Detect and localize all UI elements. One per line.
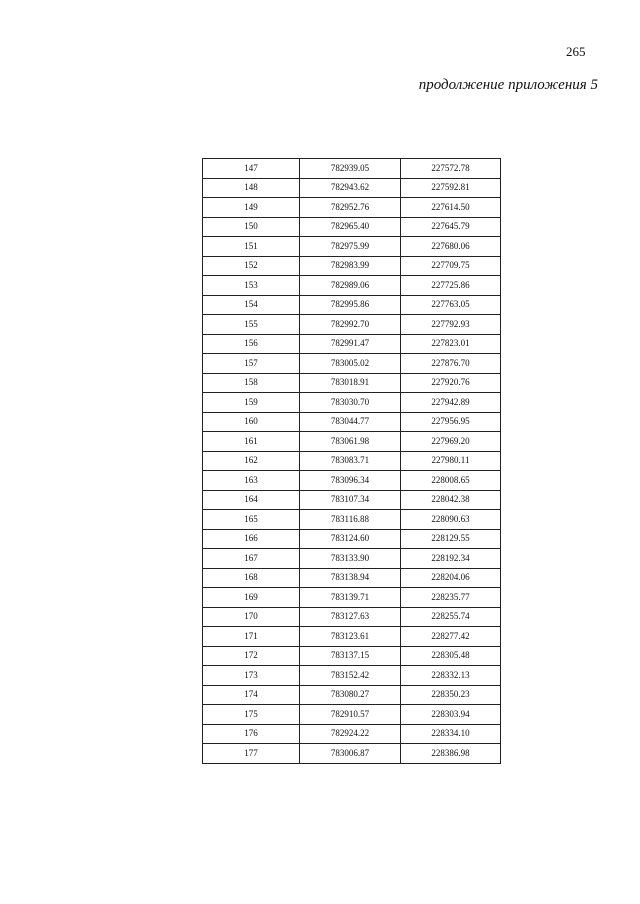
point-number-cell: 147 — [203, 159, 300, 179]
x-coordinate-cell: 783127.63 — [300, 607, 401, 627]
y-coordinate-cell: 228204.06 — [401, 568, 501, 588]
x-coordinate-cell: 783005.02 — [300, 354, 401, 374]
x-coordinate-cell: 782924.22 — [300, 724, 401, 744]
y-coordinate-cell: 227956.95 — [401, 412, 501, 432]
point-number-cell: 159 — [203, 393, 300, 413]
table-row — [203, 198, 501, 218]
x-coordinate-cell: 783080.27 — [300, 685, 401, 705]
y-coordinate-cell: 227876.70 — [401, 354, 501, 374]
x-coordinate-cell: 782995.86 — [300, 295, 401, 315]
y-coordinate-cell: 228192.34 — [401, 549, 501, 569]
table-row — [203, 471, 501, 491]
y-coordinate-cell: 227709.75 — [401, 256, 501, 276]
point-number-cell: 176 — [203, 724, 300, 744]
y-coordinate-cell: 227614.50 — [401, 198, 501, 218]
point-number-cell: 168 — [203, 568, 300, 588]
point-number-cell: 160 — [203, 412, 300, 432]
y-coordinate-cell: 228235.77 — [401, 588, 501, 608]
x-coordinate-cell: 783044.77 — [300, 412, 401, 432]
point-number-cell: 149 — [203, 198, 300, 218]
point-number-cell: 152 — [203, 256, 300, 276]
point-number-cell: 163 — [203, 471, 300, 491]
coordinates-table — [202, 158, 501, 764]
point-number-cell: 171 — [203, 627, 300, 647]
table-row — [203, 237, 501, 257]
point-number-cell: 172 — [203, 646, 300, 666]
point-number-cell: 155 — [203, 315, 300, 335]
table-row — [203, 178, 501, 198]
x-coordinate-cell: 782989.06 — [300, 276, 401, 296]
y-coordinate-cell: 227792.93 — [401, 315, 501, 335]
table-row — [203, 315, 501, 335]
x-coordinate-cell: 783124.60 — [300, 529, 401, 549]
x-coordinate-cell: 783083.71 — [300, 451, 401, 471]
table-row — [203, 373, 501, 393]
y-coordinate-cell: 228277.42 — [401, 627, 501, 647]
point-number-cell: 169 — [203, 588, 300, 608]
x-coordinate-cell: 783018.91 — [300, 373, 401, 393]
point-number-cell: 170 — [203, 607, 300, 627]
table-row — [203, 412, 501, 432]
x-coordinate-cell: 783152.42 — [300, 666, 401, 686]
table-row — [203, 705, 501, 725]
table-row — [203, 627, 501, 647]
y-coordinate-cell: 228129.55 — [401, 529, 501, 549]
y-coordinate-cell: 228303.94 — [401, 705, 501, 725]
y-coordinate-cell: 227592.81 — [401, 178, 501, 198]
x-coordinate-cell: 782975.99 — [300, 237, 401, 257]
x-coordinate-cell: 782965.40 — [300, 217, 401, 237]
point-number-cell: 161 — [203, 432, 300, 452]
point-number-cell: 151 — [203, 237, 300, 257]
table-row — [203, 549, 501, 569]
x-coordinate-cell: 782991.47 — [300, 334, 401, 354]
y-coordinate-cell: 228332.13 — [401, 666, 501, 686]
x-coordinate-cell: 782910.57 — [300, 705, 401, 725]
y-coordinate-cell: 227942.89 — [401, 393, 501, 413]
x-coordinate-cell: 783006.87 — [300, 744, 401, 764]
y-coordinate-cell: 228042.38 — [401, 490, 501, 510]
point-number-cell: 156 — [203, 334, 300, 354]
table-row — [203, 159, 501, 179]
table-row — [203, 685, 501, 705]
table-row — [203, 276, 501, 296]
x-coordinate-cell: 782952.76 — [300, 198, 401, 218]
point-number-cell: 158 — [203, 373, 300, 393]
x-coordinate-cell: 782943.62 — [300, 178, 401, 198]
table-row — [203, 432, 501, 452]
point-number-cell: 164 — [203, 490, 300, 510]
table-row — [203, 256, 501, 276]
y-coordinate-cell: 227725.86 — [401, 276, 501, 296]
x-coordinate-cell: 783096.34 — [300, 471, 401, 491]
table-row — [203, 646, 501, 666]
point-number-cell: 167 — [203, 549, 300, 569]
table-row — [203, 510, 501, 530]
table-row — [203, 490, 501, 510]
y-coordinate-cell: 228386.98 — [401, 744, 501, 764]
x-coordinate-cell: 782983.99 — [300, 256, 401, 276]
table-row — [203, 607, 501, 627]
table-row — [203, 744, 501, 764]
appendix-continuation-title: продолжение приложения 5 — [418, 77, 598, 93]
x-coordinate-cell: 782939.05 — [300, 159, 401, 179]
x-coordinate-cell: 783133.90 — [300, 549, 401, 569]
x-coordinate-cell: 783139.71 — [300, 588, 401, 608]
table-row — [203, 451, 501, 471]
y-coordinate-cell: 227645.79 — [401, 217, 501, 237]
point-number-cell: 153 — [203, 276, 300, 296]
table-row — [203, 588, 501, 608]
x-coordinate-cell: 783123.61 — [300, 627, 401, 647]
point-number-cell: 148 — [203, 178, 300, 198]
point-number-cell: 166 — [203, 529, 300, 549]
point-number-cell: 174 — [203, 685, 300, 705]
y-coordinate-cell: 227823.01 — [401, 334, 501, 354]
y-coordinate-cell: 227980.11 — [401, 451, 501, 471]
table-row — [203, 334, 501, 354]
table-row — [203, 568, 501, 588]
table-row — [203, 393, 501, 413]
point-number-cell: 175 — [203, 705, 300, 725]
table-row — [203, 666, 501, 686]
table-row — [203, 295, 501, 315]
x-coordinate-cell: 783030.70 — [300, 393, 401, 413]
y-coordinate-cell: 228350.23 — [401, 685, 501, 705]
point-number-cell: 177 — [203, 744, 300, 764]
table-row — [203, 217, 501, 237]
x-coordinate-cell: 783116.88 — [300, 510, 401, 530]
y-coordinate-cell: 227572.78 — [401, 159, 501, 179]
y-coordinate-cell: 228305.48 — [401, 646, 501, 666]
table-row — [203, 354, 501, 374]
x-coordinate-cell: 783138.94 — [300, 568, 401, 588]
x-coordinate-cell: 783137.15 — [300, 646, 401, 666]
table-row — [203, 529, 501, 549]
x-coordinate-cell: 783107.34 — [300, 490, 401, 510]
y-coordinate-cell: 228334.10 — [401, 724, 501, 744]
point-number-cell: 173 — [203, 666, 300, 686]
y-coordinate-cell: 228255.74 — [401, 607, 501, 627]
point-number-cell: 165 — [203, 510, 300, 530]
x-coordinate-cell: 782992.70 — [300, 315, 401, 335]
y-coordinate-cell: 227680.06 — [401, 237, 501, 257]
point-number-cell: 157 — [203, 354, 300, 374]
y-coordinate-cell: 228090.63 — [401, 510, 501, 530]
y-coordinate-cell: 227969.20 — [401, 432, 501, 452]
y-coordinate-cell: 228008.65 — [401, 471, 501, 491]
y-coordinate-cell: 227920.76 — [401, 373, 501, 393]
y-coordinate-cell: 227763.05 — [401, 295, 501, 315]
coordinates-table-body — [203, 159, 501, 764]
point-number-cell: 162 — [203, 451, 300, 471]
point-number-cell: 150 — [203, 217, 300, 237]
table-row — [203, 724, 501, 744]
page-number: 265 — [566, 44, 586, 59]
point-number-cell: 154 — [203, 295, 300, 315]
x-coordinate-cell: 783061.98 — [300, 432, 401, 452]
